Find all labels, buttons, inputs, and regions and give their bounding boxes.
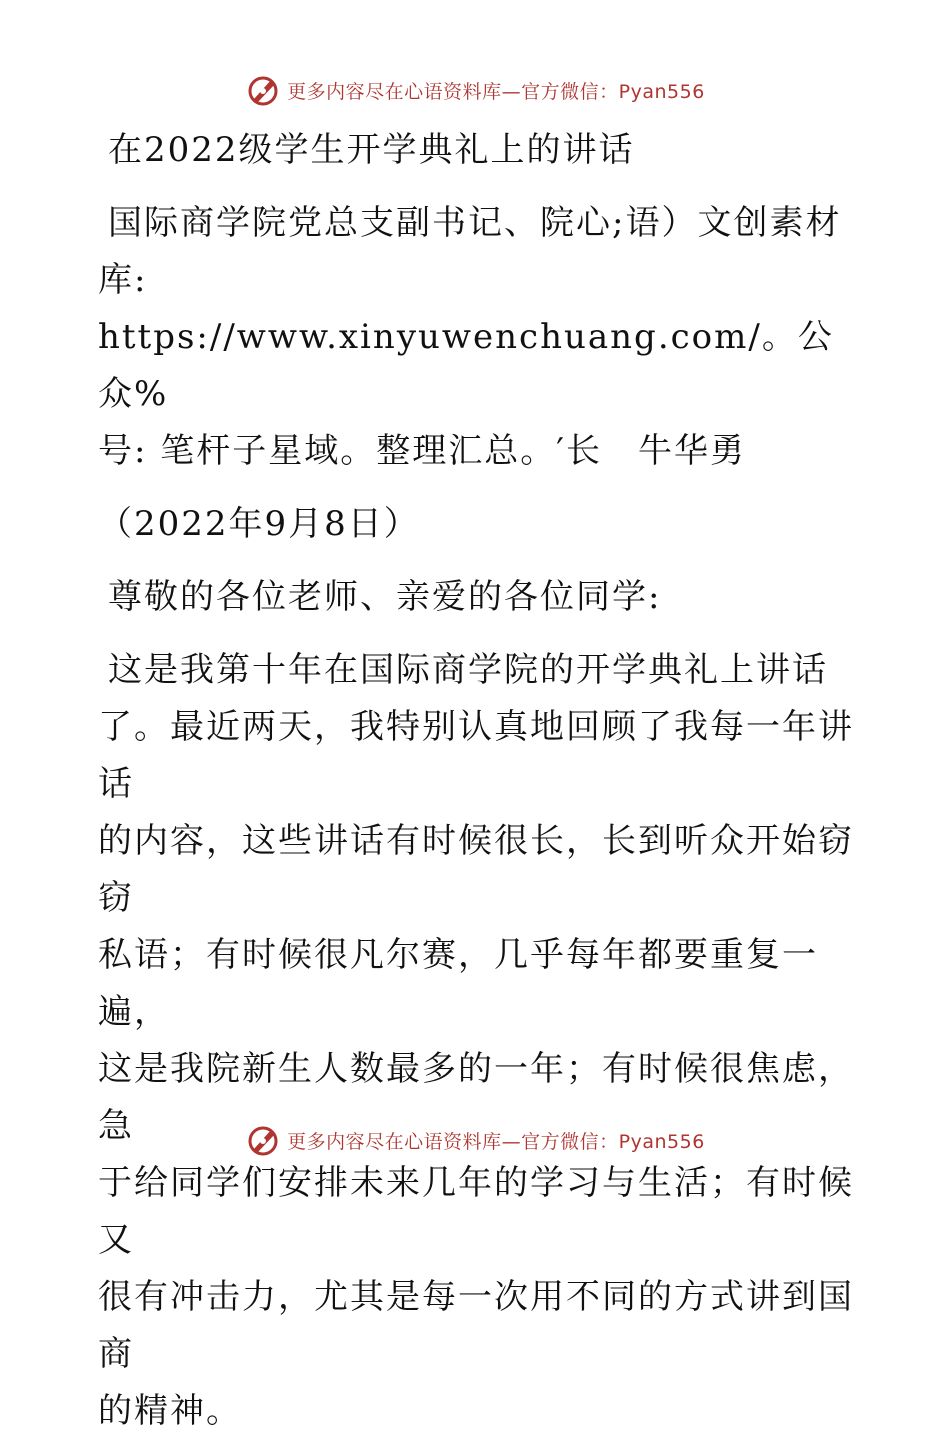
body-line: 很有冲击力，尤其是每一次用不同的方式讲到国商 — [98, 1277, 854, 1374]
bottom-watermark-banner — [0, 1122, 950, 1158]
author-line: 库: https://www.xinyuwenchuang.com/。公众% — [98, 260, 834, 414]
body-line: 私语；有时候很凡尔赛，几乎每年都要重复一遍， — [98, 935, 818, 1032]
pen-logo-icon — [245, 1122, 281, 1158]
watermark-text: 更多内容尽在心语资料库—官方微信：Pyan556 — [287, 80, 705, 103]
pen-logo-icon — [245, 72, 281, 108]
top-watermark-banner — [0, 72, 950, 108]
watermark-text: 更多内容尽在心语资料库—官方微信：Pyan556 — [287, 1130, 705, 1153]
body-line: 的精神。 — [98, 1391, 242, 1431]
author-line: 号: 笔杆子星域。整理汇总。′长 牛华勇 — [98, 431, 746, 471]
body-line: 了。最近两天，我特别认真地回顾了我每一年讲话 — [98, 707, 854, 804]
body-line: 的内容，这些讲话有时候很长，长到听众开始窃窃 — [98, 821, 854, 918]
document-body — [98, 122, 858, 1440]
speech-title: 在2022级学生开学典礼上的讲话 — [108, 130, 635, 170]
body-paragraph — [98, 642, 858, 1440]
salutation: 尊敬的各位老师、亲爱的各位同学: — [108, 577, 662, 617]
author-line: 国际商学院党总支副书记、院心;语）文创素材 — [108, 203, 842, 243]
body-line: 这是我第十年在国际商学院的开学典礼上讲话 — [108, 650, 828, 690]
speech-date: （2022年9月8日） — [98, 504, 420, 544]
body-line: 这是我院新生人数最多的一年；有时候很焦虑，急 — [98, 1049, 854, 1146]
author-block — [98, 195, 858, 480]
body-line: 于给同学们安排未来几年的学习与生活；有时候又 — [98, 1163, 854, 1260]
